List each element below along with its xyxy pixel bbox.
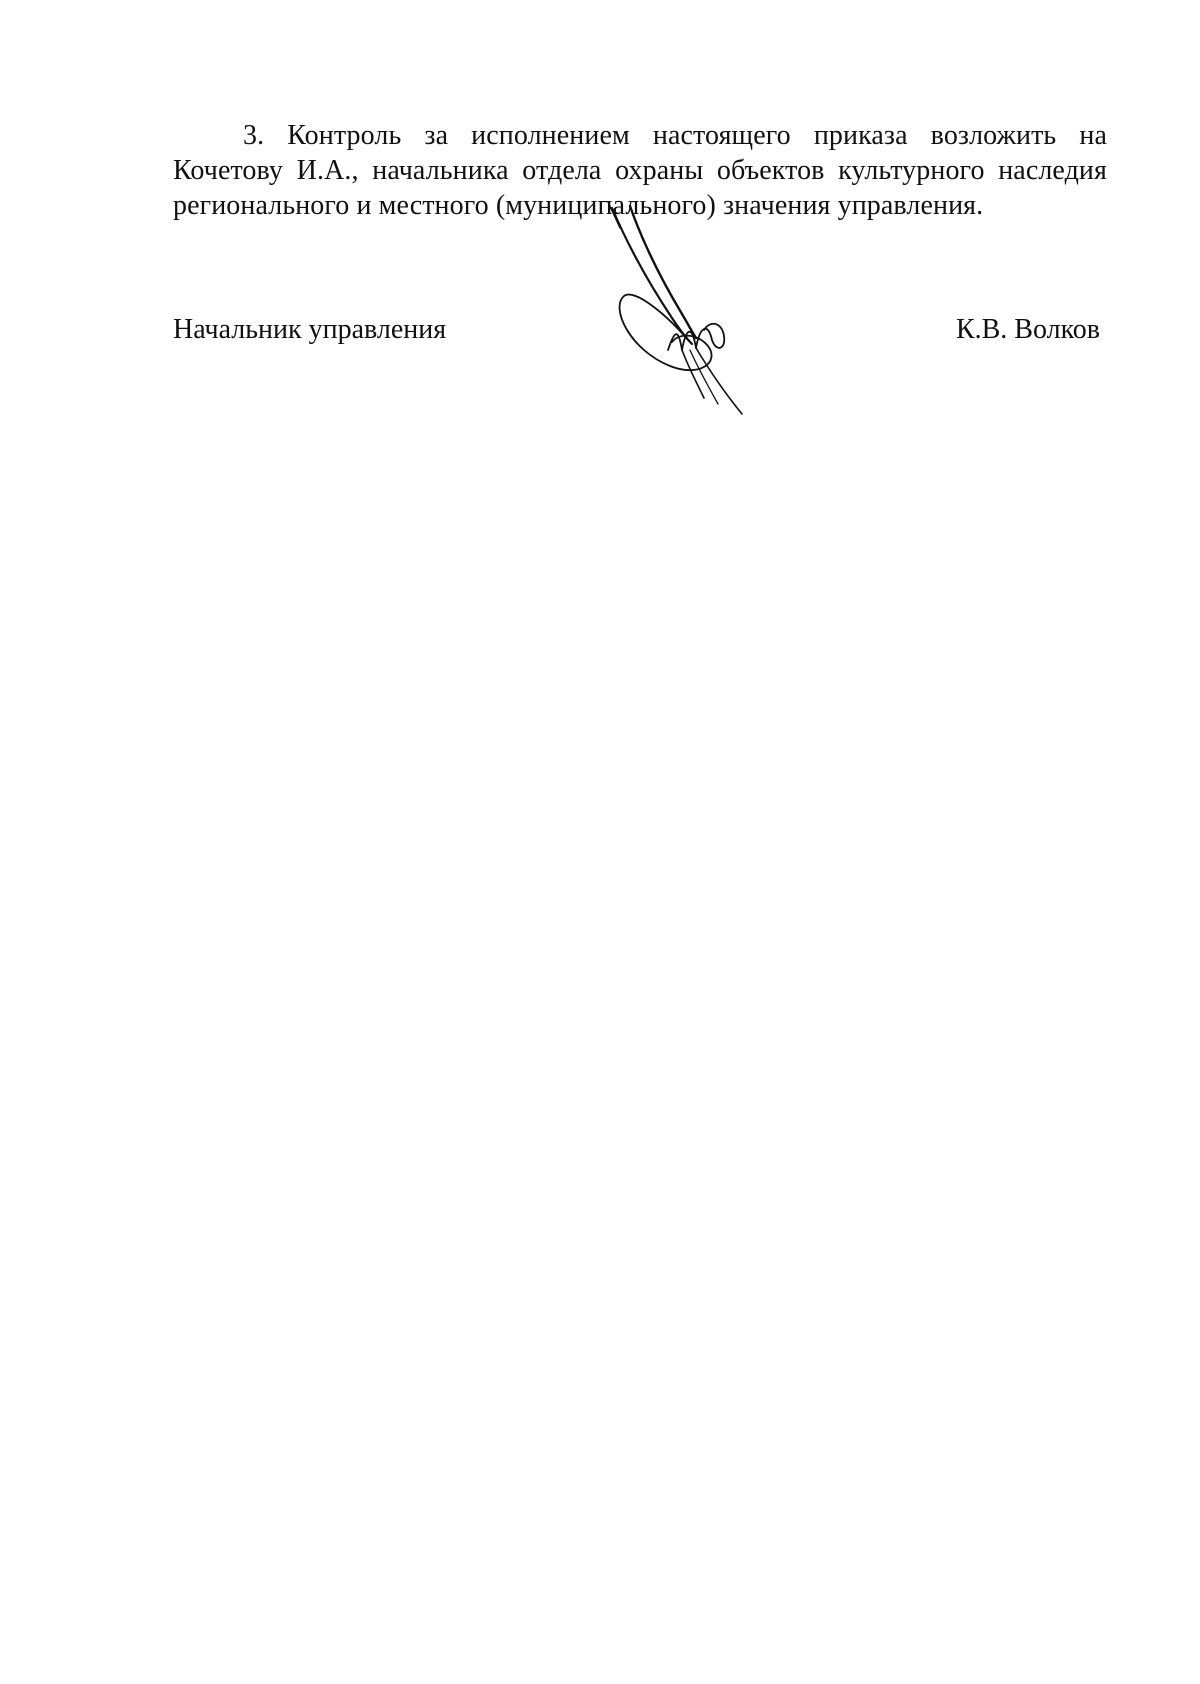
- signature-stroke-top-tick: [608, 202, 620, 228]
- signature-loop: [620, 295, 712, 371]
- handwritten-signature: [600, 200, 760, 420]
- clause-3-paragraph: 3. Контроль за исполнением настоящего приказа возложить на Кочетову И.А., начальника отдела охраны объектов культурного наследия регионального и местного (муниципального) значения управления.: [173, 120, 1107, 221]
- signer-position: Начальник управления: [173, 314, 447, 345]
- signature-stroke-main-2: [630, 206, 696, 338]
- signature-tail-right: [696, 348, 742, 414]
- signer-name: К.В. Волков: [955, 314, 1100, 345]
